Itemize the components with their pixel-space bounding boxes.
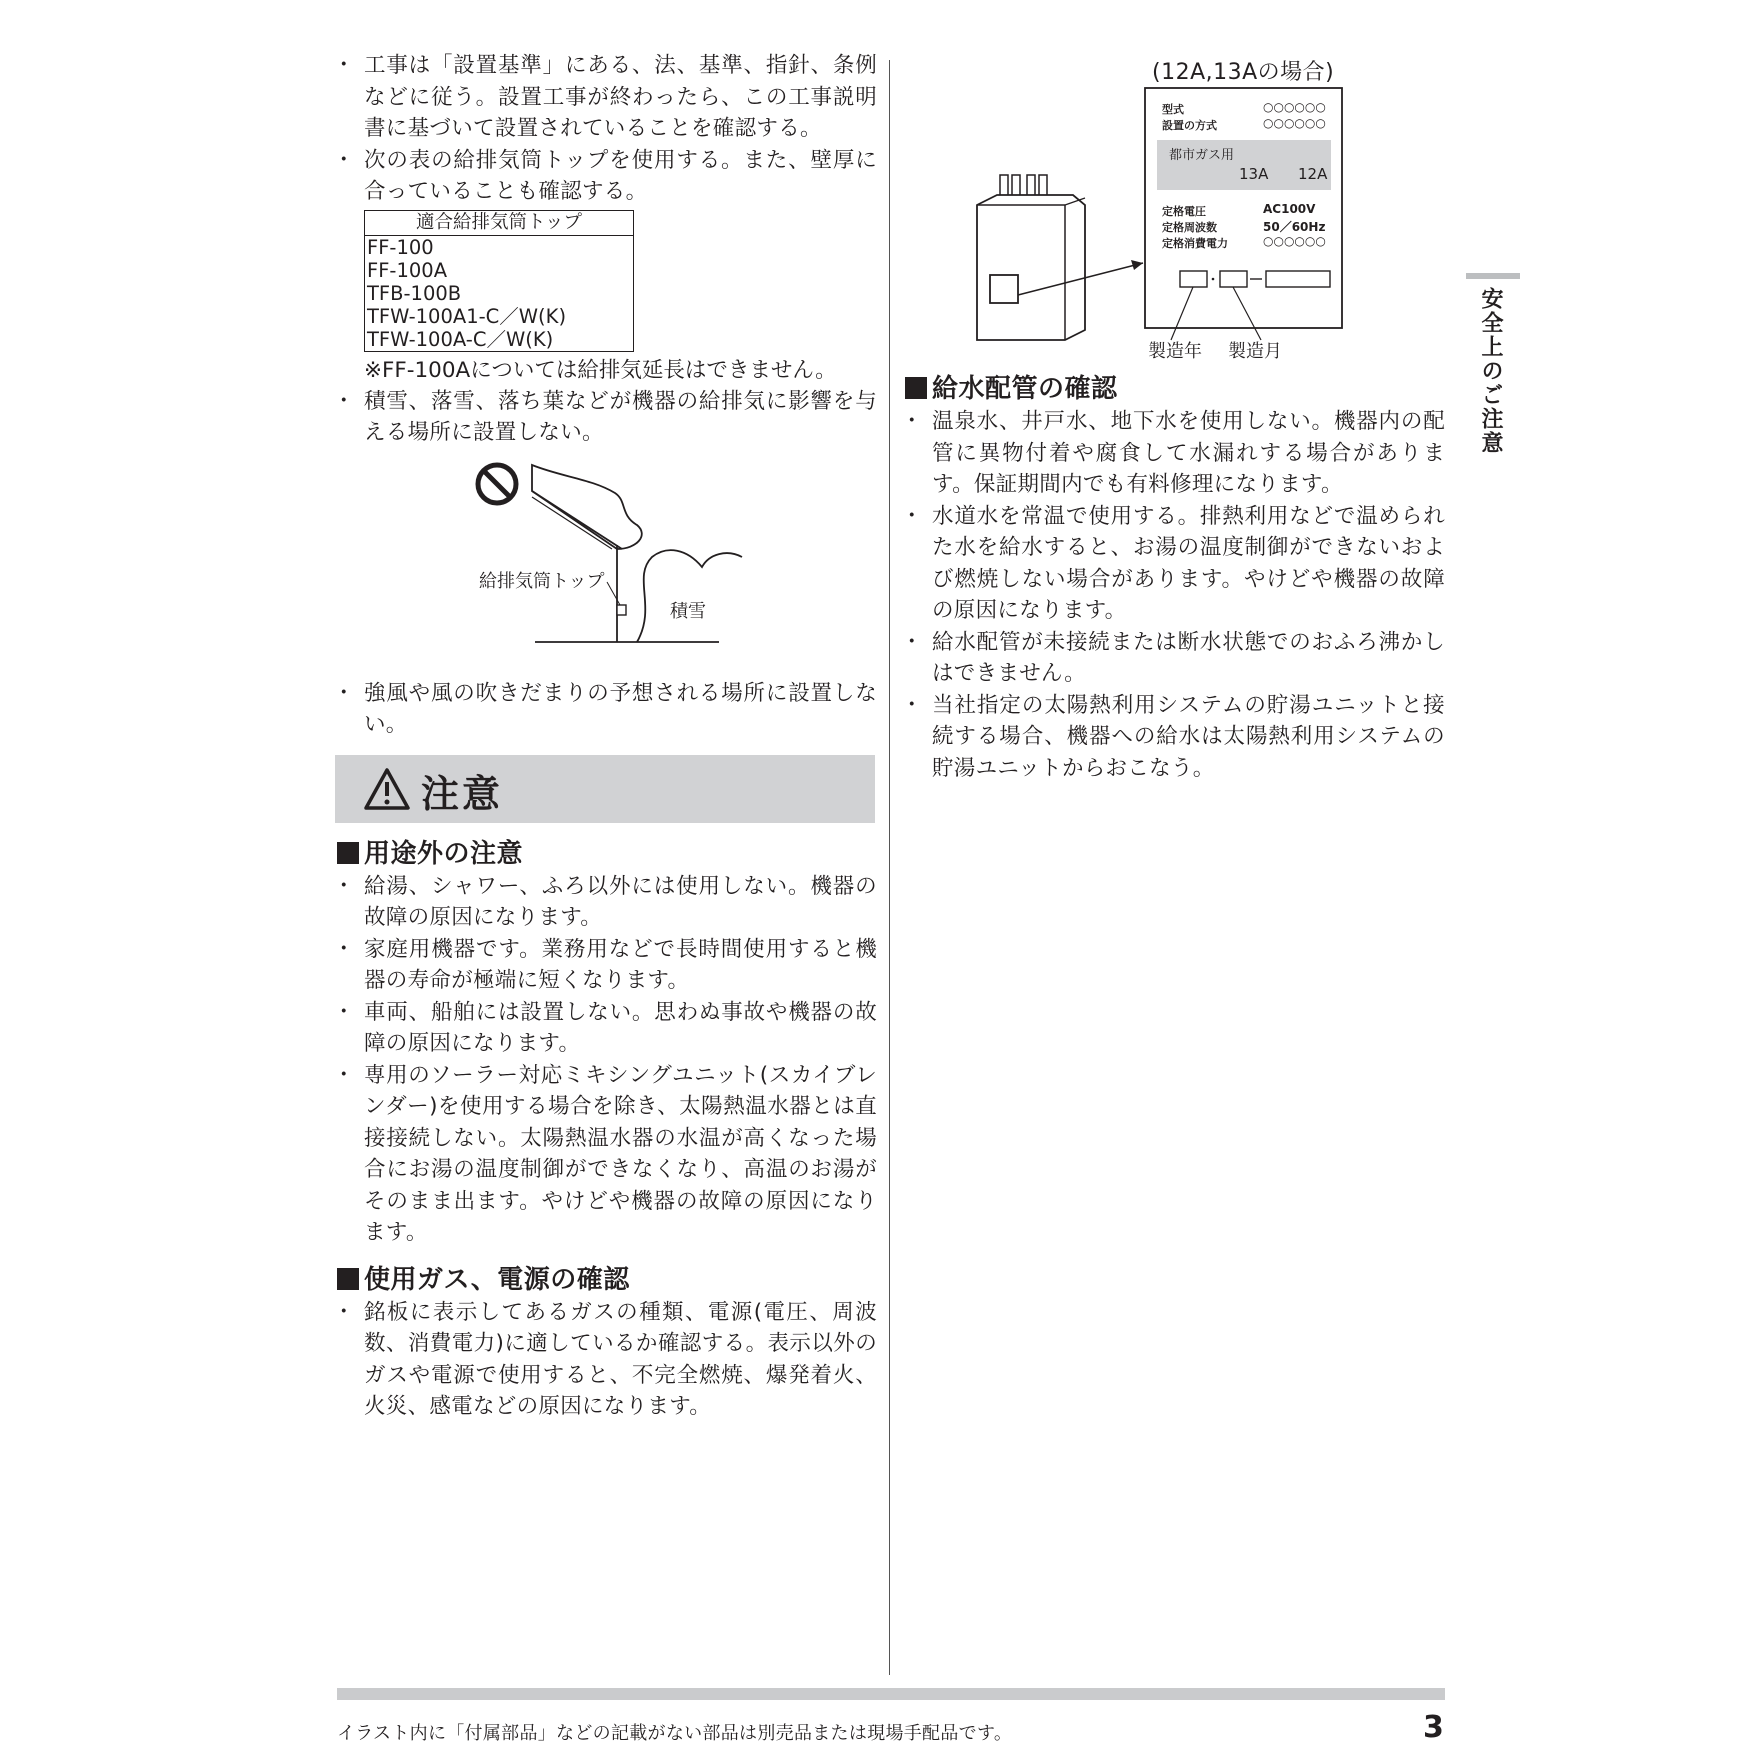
list-item: ・ 当社指定の太陽熱利用システムの貯湯ユニットと接続する場合、機器への給水は太陽熱利用システムの貯湯ユニットからおこなう。 — [905, 690, 1445, 785]
figure-caption: (12A,13Aの場合) — [1152, 60, 1335, 85]
list-item: ・ 工事は「設置基準」にある、法、基準、指針、条例などに従う。設置工事が終わったら、この工事説明書に基づいて設置されていることを確認する。 — [337, 50, 877, 145]
snow-label: 積雪 — [670, 600, 706, 622]
list-item: ・ 車両、船舶には設置しない。思わぬ事故や機器の故障の原因になります。 — [337, 997, 877, 1060]
table-header: 適合給排気筒トップ — [365, 210, 634, 235]
list-item: ・ 専用のソーラー対応ミキシングユニット(スカイブレンダー)を使用する場合を除き、太陽熱温水器とは直接接続しない。太陽熱温水器の水温が高くなった場合にお湯の温度制御ができなくなり、高温のお湯がそのまま出ます。やけどや機器の故障の原因になります。 — [337, 1060, 877, 1249]
plate-frequency-value: 50／60Hz — [1263, 220, 1326, 234]
left-column — [337, 50, 877, 1423]
table-row: TFW-100A1-C／W(K) — [365, 305, 634, 328]
manufacture-year-label: 製造年 — [1148, 341, 1202, 362]
section-title-water-supply: 給水配管の確認 — [905, 372, 1445, 406]
square-bullet-icon — [905, 377, 927, 399]
plate-frequency-label: 定格周波数 — [1162, 221, 1217, 234]
table-note: ※FF-100Aについては給排気延長はできません。 — [364, 357, 837, 383]
vent-top-label: 給排気筒トップ — [479, 570, 605, 592]
plate-voltage-label: 定格電圧 — [1162, 205, 1206, 218]
snow-bullets — [337, 386, 877, 449]
prohibition-icon — [478, 465, 516, 503]
plate-gas-label: 都市ガス用 — [1169, 148, 1235, 163]
section-title-off-purpose: 用途外の注意 — [337, 837, 877, 871]
warning-triangle-icon — [363, 767, 411, 811]
footer-bar — [337, 1688, 1445, 1700]
plate-power-label: 定格消費電力 — [1162, 237, 1228, 250]
list-item: ・ 給湯、シャワー、ふろ以外には使用しない。機器の故障の原因になります。 — [337, 871, 877, 934]
column-divider — [889, 60, 890, 1675]
plate-model-label: 型式 — [1162, 103, 1184, 116]
page-number: 3 — [1423, 1710, 1444, 1745]
table-row: FF-100A — [365, 259, 634, 282]
list-item: ・ 温泉水、井戸水、地下水を使用しない。機器内の配管に異物付着や腐食して水漏れする場合があります。保証期間内でも有料修理になります。 — [905, 406, 1445, 501]
right-column — [905, 50, 1445, 784]
side-tab-marker — [1466, 273, 1520, 279]
side-tab-label: 安全上のご注意 — [1478, 287, 1503, 455]
caution-title: 注意 — [421, 771, 504, 816]
plate-power-value: ○○○○○○ — [1263, 234, 1326, 248]
footer-note: イラスト内に「付属部品」などの記載がない部品は別売品または現場手配品です。 — [337, 1723, 1013, 1744]
water-supply-bullets — [905, 406, 1445, 784]
list-item: ・ 次の表の給排気筒トップを使用する。また、壁厚に合っていることも確認する。 — [337, 145, 877, 208]
list-item: ・ 家庭用機器です。業務用などで長時間使用すると機器の寿命が極端に短くなります。 — [337, 934, 877, 997]
manufacture-month-label: 製造月 — [1228, 341, 1282, 362]
list-item: ・ 給水配管が未接続または断水状態でのおふろ沸かしはできません。 — [905, 627, 1445, 690]
off-purpose-bullets — [337, 871, 877, 1249]
table-row: TFW-100A-C／W(K) — [365, 328, 634, 352]
plate-gas-12a: 12A — [1298, 165, 1328, 183]
caution-banner — [335, 755, 875, 823]
list-item: ・ 水道水を常温で使用する。排熱利用などで温められた水を給水すると、お湯の温度制御ができないおよび燃焼しない場合があります。やけどや機器の故障の原因になります。 — [905, 501, 1445, 627]
list-item: ・ 強風や風の吹きだまりの予想される場所に設置しない。 — [337, 678, 877, 741]
plate-install-label: 設置の方式 — [1162, 119, 1217, 132]
plate-voltage-value: AC100V — [1263, 202, 1316, 216]
gas-power-bullets — [337, 1297, 877, 1423]
plate-model-value: ○○○○○○ — [1263, 100, 1326, 114]
plate-install-value: ○○○○○○ — [1263, 116, 1326, 130]
plate-gas-13a: 13A — [1239, 165, 1269, 183]
wind-bullets — [337, 678, 877, 741]
square-bullet-icon — [337, 842, 359, 864]
rating-plate-figure — [905, 50, 1445, 372]
compatible-vent-top-table — [364, 210, 634, 352]
square-bullet-icon — [337, 1268, 359, 1290]
table-row: TFB-100B — [365, 282, 634, 305]
list-item: ・ 銘板に表示してあるガスの種類、電源(電圧、周波数、消費電力)に適しているか確認する。表示以外のガスや電源で使用すると、不完全燃焼、爆発着火、火災、感電などの原因になります。 — [337, 1297, 877, 1423]
snow-figure — [337, 457, 877, 672]
intro-bullets — [337, 50, 877, 208]
section-title-gas-power: 使用ガス、電源の確認 — [337, 1263, 877, 1297]
snow-illustration — [337, 457, 877, 672]
list-item: ・ 積雪、落雪、落ち葉などが機器の給排気に影響を与える場所に設置しない。 — [337, 386, 877, 449]
table-row: FF-100 — [365, 235, 634, 259]
